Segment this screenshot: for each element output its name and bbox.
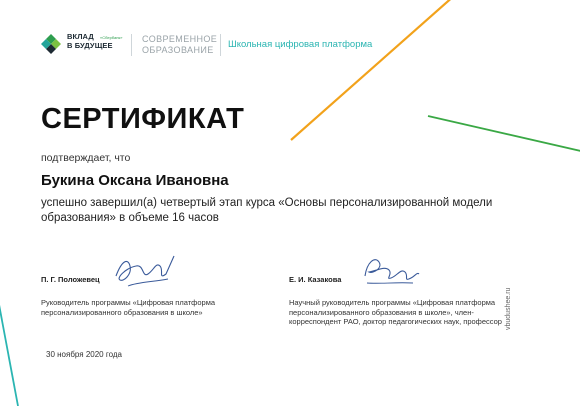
course-description: успешно завершил(а) четвертый этап курса «Основы персонализированной модели образования» в объеме 16 часов bbox=[41, 197, 493, 224]
signatory-2-name: Е. И. Казакова bbox=[289, 275, 342, 284]
signature-1-image bbox=[108, 252, 178, 292]
orange-accent-line bbox=[291, 0, 455, 140]
platform-label: Школьная цифровая платформа bbox=[228, 39, 373, 50]
header-divider-2 bbox=[220, 34, 221, 56]
green-accent-line bbox=[428, 116, 580, 152]
logo-line2: В БУДУЩЕЕ bbox=[67, 40, 113, 50]
signatory-2-role: Научный руководитель программы «Цифровая платформа персонализированного образования в школе», член-корреспондент РАО, доктор педагогических наук, профессор bbox=[289, 298, 502, 326]
signature-2-image bbox=[355, 250, 425, 290]
signatory-1-role: Руководитель программы «Цифровая платформа персонализированного образования в школе» bbox=[41, 298, 216, 317]
signatory-1-name: П. Г. Положевец bbox=[41, 275, 100, 284]
website-link[interactable]: vbudushee.ru bbox=[505, 287, 512, 330]
edu-line2: ОБРАЗОВАНИЕ bbox=[142, 45, 214, 55]
edu-logo bbox=[142, 34, 217, 56]
vklad-logo-icon bbox=[40, 33, 62, 55]
certificate-date: 30 ноября 2020 года bbox=[46, 350, 122, 359]
certificate-subtitle: подтверждает, что bbox=[41, 152, 131, 164]
teal-accent-line bbox=[0, 283, 18, 406]
header-divider-1 bbox=[131, 34, 132, 56]
logo-line1: ВКЛАД bbox=[67, 32, 94, 41]
logo-partner: «Сбербанк» bbox=[100, 35, 123, 40]
edu-line1: СОВРЕМЕННОЕ bbox=[142, 34, 218, 44]
recipient-name: Букина Оксана Ивановна bbox=[41, 172, 229, 189]
certificate-title: СЕРТИФИКАТ bbox=[41, 103, 245, 135]
